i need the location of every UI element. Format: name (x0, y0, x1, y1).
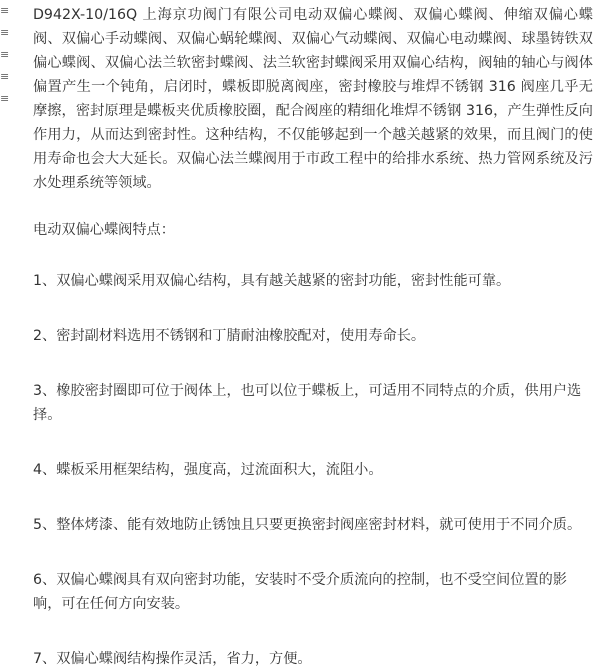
product-description (33, 0, 593, 671)
feature-item: 5、整体烤漆、能有效地防止锈蚀且只要更换密封阀座密封材料，就可使用于不同介质。 (33, 517, 582, 533)
feature-item: 1、双偏心蝶阀采用双偏心结构，具有越关越紧的密封功能，密封性能可靠。 (33, 273, 511, 289)
margin-markers (0, 4, 10, 114)
feature-item: 6、双偏心蝶阀具有双向密封功能，安装时不受介质流向的控制，也不受空间位置的影响，可在任何方向安装。 (33, 572, 567, 612)
intro-paragraph: D942X-10/16Q 上海京功阀门有限公司电动双偏心蝶阀、双偏心蝶阀、伸缩双偏心蝶阀、双偏心手动蝶阀、双偏心蜗轮蝶阀、双偏心气动蝶阀、双偏心电动蝶阀、球墨铸铁双偏心蝶阀、双偏心法兰软密封蝶阀、法兰软密封蝶阀采用双偏心结构，阀轴的轴心与阀体偏置产生一个钝角，启闭时，蝶板即脱离阀座，密封橡胶与堆焊不锈钢 316 阀座几乎无摩擦，密封原理是蝶板夹优质橡胶圈，配合阀座的精细化堆焊不锈钢 316，产生弹性反向作用力，从而达到密封性。这种结构，不仅能够起到一个越关越紧的效果，而且阀门的使用寿命也会大大延长。双偏心法兰蝶阀用于市政工程中的给排水系统、热力管网系统及污水处理系统等领域。 (33, 7, 593, 191)
feature-item: 4、蝶板采用框架结构，强度高，过流面积大，流阻小。 (33, 462, 383, 478)
features-heading: 电动双偏心蝶阀特点： (33, 222, 175, 238)
feature-item: 3、橡胶密封圈即可位于阀体上，也可以位于蝶板上，可适用不同特点的介质，供用户选择。 (33, 383, 582, 423)
margin-marker: ≡ (0, 48, 10, 61)
margin-marker: ≡ (0, 4, 10, 17)
margin-marker: ≡ (0, 92, 10, 105)
feature-item: 2、密封副材料选用不锈钢和丁腈耐油橡胶配对，使用寿命长。 (33, 328, 426, 344)
margin-marker: ≡ (0, 26, 10, 39)
margin-marker: ≡ (0, 70, 10, 83)
feature-item: 7、双偏心蝶阀结构操作灵活，省力，方便。 (33, 651, 312, 667)
